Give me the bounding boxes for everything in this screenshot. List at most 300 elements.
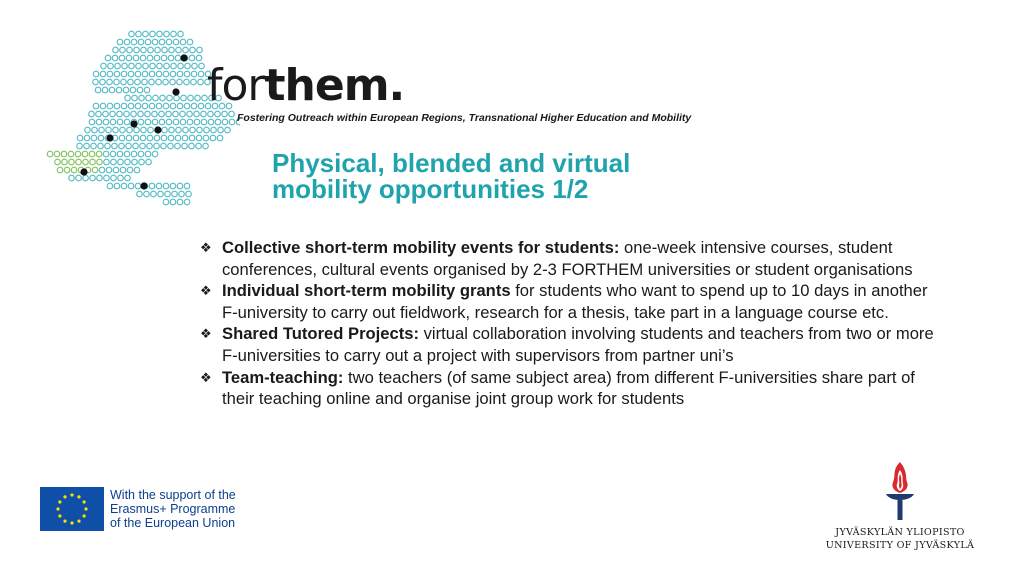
map-dot <box>119 143 125 149</box>
map-city-dot <box>140 182 147 189</box>
map-dot <box>127 47 133 53</box>
map-dot <box>156 183 162 189</box>
map-dot <box>163 71 169 77</box>
map-dot <box>131 39 137 45</box>
map-dot <box>75 151 81 157</box>
map-dot <box>104 159 110 165</box>
map-dot <box>126 143 132 149</box>
map-dot <box>100 79 106 85</box>
map-dot <box>150 31 156 37</box>
map-dot <box>96 119 102 125</box>
map-dot <box>139 159 145 165</box>
map-dot <box>162 127 168 133</box>
map-dot <box>152 39 158 45</box>
bullet-item-team-teaching <box>200 367 940 410</box>
map-dot <box>152 111 158 117</box>
map-dot <box>71 167 77 173</box>
map-dot <box>110 111 116 117</box>
map-dot <box>151 191 157 197</box>
map-dot <box>54 151 60 157</box>
map-dot <box>161 55 167 61</box>
bullet-text: for students who want to spend up to 10 days in another F-university to carry out fieldwork, research for a thesis, take part in a language course etc. <box>222 281 928 322</box>
map-dot <box>91 135 97 141</box>
map-dot <box>93 103 99 109</box>
map-dot <box>184 103 190 109</box>
map-dot <box>119 135 125 141</box>
map-dot <box>107 71 113 77</box>
map-dot <box>117 151 123 157</box>
map-dot <box>149 103 155 109</box>
map-dot <box>132 159 138 165</box>
map-dot <box>194 111 200 117</box>
map-dot <box>149 71 155 77</box>
map-dot <box>135 183 141 189</box>
map-dot <box>208 119 214 125</box>
map-dot <box>100 71 106 77</box>
map-dot <box>47 151 53 157</box>
map-dot <box>172 191 178 197</box>
map-dot <box>215 119 221 125</box>
map-dot <box>177 79 183 85</box>
map-dot <box>99 167 105 173</box>
map-dot <box>190 127 196 133</box>
map-dot <box>160 95 166 101</box>
map-dot <box>130 87 136 93</box>
map-dot <box>107 79 113 85</box>
map-dot <box>229 119 235 125</box>
map-dot <box>145 119 151 125</box>
map-dot <box>181 95 187 101</box>
map-dot <box>137 87 143 93</box>
map-dot <box>128 183 134 189</box>
map-dot <box>108 63 114 69</box>
map-dot <box>157 31 163 37</box>
map-dot <box>170 71 176 77</box>
map-dot <box>147 135 153 141</box>
erasmus-line-3: of the European Union <box>110 516 236 531</box>
map-dot <box>171 31 177 37</box>
map-dot <box>121 103 127 109</box>
map-dot <box>77 135 83 141</box>
map-dot <box>107 103 113 109</box>
map-dot <box>163 103 169 109</box>
map-dot <box>184 183 190 189</box>
map-dot <box>133 135 139 141</box>
map-dot <box>159 119 165 125</box>
map-dot <box>187 111 193 117</box>
map-dot <box>129 63 135 69</box>
map-dot <box>98 135 104 141</box>
bullet-item-collective-events <box>200 237 940 280</box>
map-dot <box>89 111 95 117</box>
map-dot <box>124 119 130 125</box>
map-dot <box>171 63 177 69</box>
map-dot <box>159 111 165 117</box>
map-dot <box>187 119 193 125</box>
map-dot <box>124 151 130 157</box>
map-dot <box>90 175 96 181</box>
map-dot <box>128 71 134 77</box>
map-dot <box>96 111 102 117</box>
slide-title-line-1: Physical, blended and virtual <box>272 148 631 178</box>
map-dot <box>135 71 141 77</box>
map-dot <box>103 151 109 157</box>
erasmus-line-1: With the support of the <box>110 488 236 502</box>
map-dot <box>124 39 130 45</box>
forthem-logo: forthem. <box>207 60 405 111</box>
map-dot <box>145 39 151 45</box>
map-dot <box>189 55 195 61</box>
eu-star <box>58 514 61 517</box>
map-dot <box>211 127 217 133</box>
map-dot <box>217 135 223 141</box>
map-dot <box>152 151 158 157</box>
eu-star <box>77 495 80 498</box>
map-dot <box>150 63 156 69</box>
map-dot <box>163 183 169 189</box>
map-dot <box>149 79 155 85</box>
map-dot <box>132 95 138 101</box>
map-dot <box>55 159 61 165</box>
map-dot <box>196 55 202 61</box>
map-dot <box>107 183 113 189</box>
map-dot <box>152 119 158 125</box>
map-dot <box>119 55 125 61</box>
map-dot <box>89 119 95 125</box>
map-dot <box>196 143 202 149</box>
slide-title-line-2: mobility opportunities 1/2 <box>272 174 589 204</box>
map-dot <box>190 47 196 53</box>
map-dot <box>84 143 90 149</box>
map-dot <box>173 119 179 125</box>
map-dot <box>127 127 133 133</box>
map-dot <box>145 151 151 157</box>
map-dot <box>170 79 176 85</box>
map-dot <box>110 119 116 125</box>
map-city-dot <box>172 88 179 95</box>
map-dot <box>120 127 126 133</box>
map-dot <box>192 63 198 69</box>
map-dot <box>176 47 182 53</box>
map-dot <box>178 31 184 37</box>
map-dot <box>144 87 150 93</box>
map-dot <box>114 183 120 189</box>
map-city-dot <box>180 54 187 61</box>
map-dot <box>89 151 95 157</box>
map-dot <box>167 95 173 101</box>
map-dot <box>131 111 137 117</box>
map-dot <box>133 143 139 149</box>
map-dot <box>198 103 204 109</box>
map-dot <box>64 167 70 173</box>
map-dot <box>114 79 120 85</box>
map-dot <box>148 127 154 133</box>
eu-star <box>84 507 87 510</box>
map-dot <box>111 159 117 165</box>
map-dot <box>184 79 190 85</box>
map-dot <box>156 71 162 77</box>
map-dot <box>198 79 204 85</box>
map-dot <box>125 95 131 101</box>
map-dot <box>142 103 148 109</box>
bullet-item-mobility-grants <box>200 280 940 323</box>
map-dot <box>117 119 123 125</box>
map-dot <box>85 127 91 133</box>
eu-star <box>63 495 66 498</box>
map-dot <box>196 135 202 141</box>
map-dot <box>177 71 183 77</box>
map-dot <box>178 63 184 69</box>
map-dot <box>99 127 105 133</box>
map-dot <box>102 87 108 93</box>
map-dot <box>118 159 124 165</box>
map-dot <box>194 119 200 125</box>
map-dot <box>184 199 190 205</box>
map-dot <box>146 95 152 101</box>
map-dot <box>93 71 99 77</box>
map-dot <box>170 183 176 189</box>
map-dot <box>180 39 186 45</box>
eu-star <box>56 507 59 510</box>
map-dot <box>164 31 170 37</box>
map-dot <box>127 167 133 173</box>
map-dot <box>144 191 150 197</box>
bullet-heading: Shared Tutored Projects: <box>222 324 420 344</box>
map-dot <box>103 111 109 117</box>
bullet-heading: Collective short-term mobility events for students: <box>222 238 620 257</box>
diamond-bullet-icon: ❖ <box>200 283 212 299</box>
map-dot <box>76 159 82 165</box>
map-dot <box>92 127 98 133</box>
map-dot <box>105 143 111 149</box>
map-dot <box>180 111 186 117</box>
map-dot <box>117 39 123 45</box>
map-dot <box>131 151 137 157</box>
map-dot <box>141 47 147 53</box>
map-dot <box>201 111 207 117</box>
eu-flag-icon <box>40 487 104 531</box>
bullet-item-tutored-projects <box>200 323 940 366</box>
map-dot <box>120 167 126 173</box>
map-dot <box>169 127 175 133</box>
map-dot <box>138 39 144 45</box>
eu-star <box>77 520 80 523</box>
map-dot <box>197 127 203 133</box>
map-dot <box>90 159 96 165</box>
bullet-heading: Team-teaching: <box>222 367 344 387</box>
map-dot <box>182 143 188 149</box>
map-dot <box>138 151 144 157</box>
map-dot <box>183 127 189 133</box>
map-dot <box>57 167 63 173</box>
map-dot <box>198 71 204 77</box>
map-dot <box>154 143 160 149</box>
map-dot <box>179 191 185 197</box>
map-dot <box>141 127 147 133</box>
map-dot <box>157 63 163 69</box>
map-dot <box>168 135 174 141</box>
bullet-text: virtual collaboration involving students and teachers from two or more F-universities to carry out a project with supervisors from partner uni’s <box>222 324 934 365</box>
map-dot <box>69 159 75 165</box>
map-dot <box>185 63 191 69</box>
map-dot <box>166 111 172 117</box>
map-dot <box>161 143 167 149</box>
map-dot <box>128 103 134 109</box>
map-dot <box>109 87 115 93</box>
slide-title <box>272 150 732 202</box>
map-dot <box>61 151 67 157</box>
map-dot <box>164 63 170 69</box>
map-dot <box>84 135 90 141</box>
map-dot <box>122 63 128 69</box>
map-dot <box>133 55 139 61</box>
map-dot <box>120 47 126 53</box>
map-dot <box>82 151 88 157</box>
map-dot <box>106 167 112 173</box>
map-city-dot <box>106 134 113 141</box>
map-dot <box>123 87 129 93</box>
map-dot <box>191 71 197 77</box>
map-dot <box>138 111 144 117</box>
map-dot <box>124 111 130 117</box>
map-dot <box>199 63 205 69</box>
map-dot <box>154 135 160 141</box>
eu-star <box>63 520 66 523</box>
map-dot <box>165 191 171 197</box>
forthem-tagline: Fostering Outreach within European Regions, Transnational Higher Education and Mobility <box>237 112 692 124</box>
map-dot <box>201 119 207 125</box>
map-dot <box>142 71 148 77</box>
map-dot <box>174 95 180 101</box>
map-dot <box>158 191 164 197</box>
map-dot <box>163 79 169 85</box>
bullet-heading: Individual short-term mobility grants <box>222 281 511 301</box>
map-dot <box>62 159 68 165</box>
map-dot <box>92 167 98 173</box>
map-dot <box>135 103 141 109</box>
map-dot <box>184 71 190 77</box>
map-dot <box>175 55 181 61</box>
map-dot <box>98 143 104 149</box>
map-dot <box>114 103 120 109</box>
map-dot <box>93 79 99 85</box>
diamond-bullet-icon: ❖ <box>200 240 212 255</box>
bullet-text: one-week intensive courses, student conferences, cultural events organised by 2-3 FORTHEM universities or student organisations <box>222 238 913 279</box>
map-dot <box>134 167 140 173</box>
eu-star <box>83 500 86 503</box>
map-dot <box>195 95 201 101</box>
map-dot <box>177 103 183 109</box>
map-dot <box>95 87 101 93</box>
map-dot <box>121 71 127 77</box>
map-dot <box>182 135 188 141</box>
eu-star <box>70 521 73 524</box>
map-dot <box>68 151 74 157</box>
map-dot <box>115 63 121 69</box>
map-dot <box>203 135 209 141</box>
eu-star <box>83 514 86 517</box>
map-city-dot <box>80 168 87 175</box>
map-dot <box>156 103 162 109</box>
map-dot <box>191 79 197 85</box>
map-dot <box>69 175 75 181</box>
map-dot <box>91 143 97 149</box>
map-dot <box>173 39 179 45</box>
map-dot <box>128 79 134 85</box>
map-dot <box>189 135 195 141</box>
map-dot <box>112 143 118 149</box>
map-dot <box>149 183 155 189</box>
map-dot <box>135 79 141 85</box>
map-dot <box>97 159 103 165</box>
eu-star <box>70 493 73 496</box>
diamond-bullet-icon: ❖ <box>200 326 212 342</box>
map-dot <box>111 175 117 181</box>
map-dot <box>146 159 152 165</box>
map-dot <box>138 119 144 125</box>
map-dot <box>169 47 175 53</box>
map-dot <box>83 159 89 165</box>
map-dot <box>113 47 119 53</box>
map-dot <box>121 183 127 189</box>
university-name-en: UNIVERSITY OF JYVÄSKYLÄ <box>825 540 975 551</box>
map-dot <box>112 55 118 61</box>
map-dot <box>134 47 140 53</box>
map-dot <box>154 55 160 61</box>
map-dot <box>97 175 103 181</box>
map-dot <box>188 95 194 101</box>
map-dot <box>176 127 182 133</box>
map-dot <box>156 79 162 85</box>
map-dot <box>116 87 122 93</box>
eu-star <box>58 500 61 503</box>
map-dot <box>83 175 89 181</box>
map-dot <box>170 199 176 205</box>
map-dot <box>114 71 120 77</box>
map-dot <box>140 143 146 149</box>
map-dot <box>136 63 142 69</box>
erasmus-line-2: Erasmus+ Programme <box>110 502 236 517</box>
map-city-dot <box>130 120 137 127</box>
map-dot <box>225 127 231 133</box>
map-dot <box>189 143 195 149</box>
map-dot <box>103 119 109 125</box>
map-dot <box>155 47 161 53</box>
map-dot <box>129 31 135 37</box>
map-dot <box>101 63 107 69</box>
diamond-bullet-icon: ❖ <box>200 369 212 385</box>
map-dot <box>218 127 224 133</box>
map-dot <box>100 103 106 109</box>
map-dot <box>121 79 127 85</box>
map-city-dot <box>154 126 161 133</box>
map-dot <box>175 135 181 141</box>
map-dot <box>136 31 142 37</box>
map-dot <box>162 47 168 53</box>
map-dot <box>118 175 124 181</box>
map-dot <box>161 135 167 141</box>
bullet-list <box>200 237 940 410</box>
map-dot <box>170 103 176 109</box>
map-dot <box>104 175 110 181</box>
map-dot <box>142 79 148 85</box>
map-dot <box>148 47 154 53</box>
map-dot <box>125 159 131 165</box>
map-dot <box>140 135 146 141</box>
map-dot <box>222 119 228 125</box>
map-dot <box>134 127 140 133</box>
map-dot <box>126 135 132 141</box>
